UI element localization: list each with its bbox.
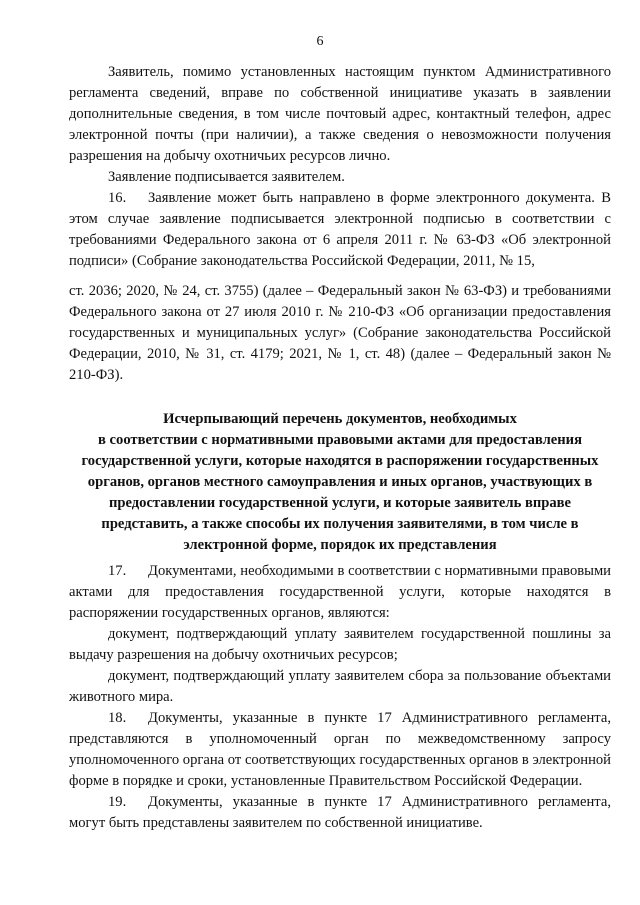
heading-line: представить, а также способы их получения заявителями, в том числе в (101, 516, 579, 532)
paragraph-signature: Заявление подписывается заявителем. (108, 169, 345, 185)
heading-line: государственной услуги, которые находятся в распоряжении государственных (81, 453, 599, 469)
paragraph-number: 17. (108, 563, 127, 579)
paragraph-18 (69, 708, 611, 792)
text-block-3 (69, 561, 611, 834)
section-heading (60, 409, 620, 556)
text-block-2 (69, 281, 611, 386)
page-number: 6 (316, 34, 324, 49)
heading-line: Исчерпывающий перечень документов, необходимых (163, 411, 517, 427)
paragraph-continuation: ст. 2036; 2020, № 24, ст. 3755) (далее – Федеральный закон № 63-ФЗ) и требованиями Федерального закона от 27 июля 2010 г. № 210-ФЗ «Об организации предоставления государственных и муниципальных услуг» (Собрание законодательства Российской Федерации, 2010, № 31, ст. 4179; 2021, № 1, ст. 48) (далее – Федеральный закон № 210-ФЗ). (69, 283, 611, 383)
paragraph-number: 19. (108, 794, 127, 810)
heading-line: органов, органов местного самоуправления и иных органов, участвующих в (87, 474, 593, 490)
heading-line: электронной форме, порядок их представления (183, 537, 497, 553)
paragraph-17-item-fee: документ, подтверждающий уплату заявителем сбора за пользование объектами животного мира. (69, 668, 611, 705)
heading-line: в соответствии с нормативными правовыми актами для предоставления (98, 432, 582, 448)
paragraph-17-text: Документами, необходимыми в соответствии с нормативными правовыми актами для предоставления государственной услуги, которые находятся в распоряжении государственных органов, являются: (69, 563, 611, 621)
paragraph-18-text: Документы, указанные в пункте 17 Административного регламента, представляются в уполномоченный орган по межведомственному запросу уполномоченного органа от соответствующих государственных органов в электронной форме в порядке и сроки, установленные Правительством Российской Федерации. (69, 710, 611, 789)
paragraph-19 (69, 792, 611, 834)
paragraph-17 (69, 561, 611, 624)
paragraph-17-item-duty: документ, подтверждающий уплату заявителем государственной пошлины за выдачу разрешения на добычу охотничьих ресурсов; (69, 626, 611, 663)
paragraph-number: 16. (108, 190, 127, 206)
paragraph-19-text: Документы, указанные в пункте 17 Административного регламента, могут быть представлены заявителем по собственной инициативе. (69, 794, 611, 831)
paragraph-applicant-info: Заявитель, помимо установленных настоящим пунктом Административного регламента сведений, вправе по собственной инициативе указать в заявлении дополнительные сведения, в том числе почтовый адрес, контактный телефон, адрес электронной почты (при наличии), а также сведения о невозможности получения разрешения на добычу охотничьих ресурсов лично. (69, 64, 611, 164)
paragraph-number: 18. (108, 710, 127, 726)
text-block-1 (69, 62, 611, 272)
paragraph-16 (69, 188, 611, 272)
paragraph-16-text: Заявление может быть направлено в форме электронного документа. В этом случае заявление подписывается электронной подписью в соответствии с требованиями Федерального закона от 6 апреля 2011 г. № 63-ФЗ «Об электронной подписи» (Собрание законодательства Российской Федерации, 2011, № 15, (69, 190, 611, 269)
heading-line: предоставлении государственной услуги, и которые заявитель вправе (108, 495, 572, 511)
